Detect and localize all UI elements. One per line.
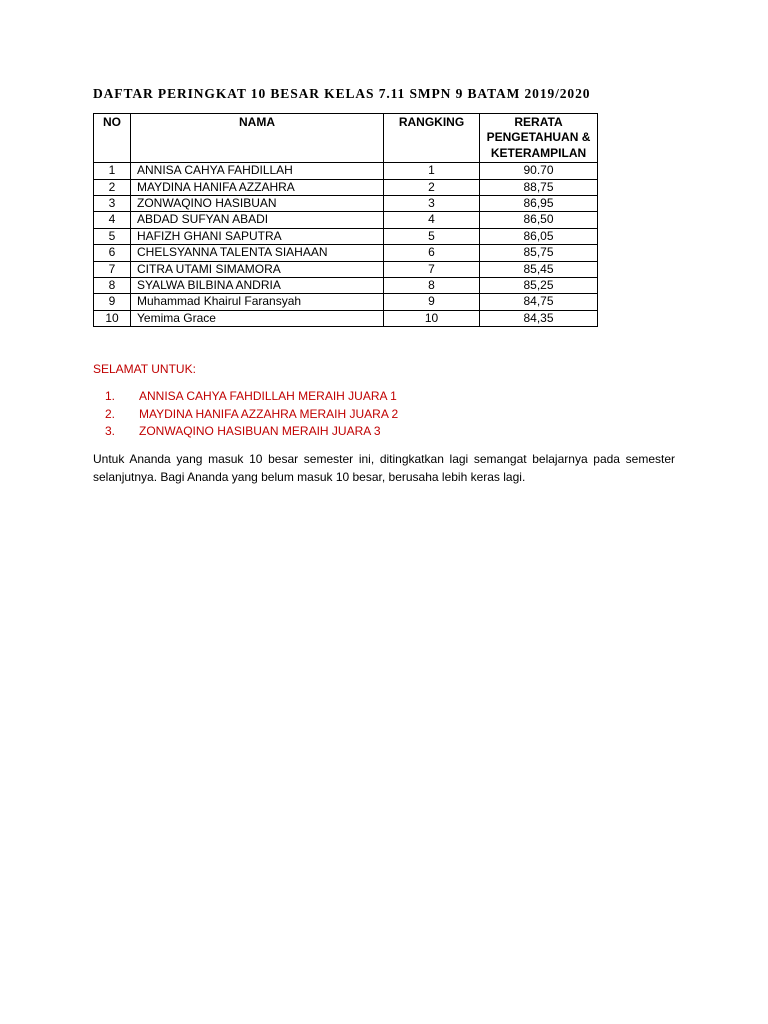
header-rerata-line3: KETERAMPILAN	[490, 145, 587, 160]
header-rerata-line1: RERATA	[514, 115, 563, 129]
ranking-table	[93, 113, 598, 327]
cell-rerata: 85,75	[480, 245, 598, 261]
table-row	[94, 196, 598, 212]
cell-rangking: 7	[384, 261, 480, 277]
table-row	[94, 179, 598, 195]
cell-rerata: 84,75	[480, 294, 598, 310]
cell-rerata: 85,45	[480, 261, 598, 277]
cell-no: 9	[94, 294, 131, 310]
cell-nama: ANNISA CAHYA FAHDILLAH	[131, 163, 384, 179]
cell-rerata: 84,35	[480, 310, 598, 326]
cell-rerata: 86,05	[480, 228, 598, 244]
cell-rerata: 86,95	[480, 196, 598, 212]
cell-no: 5	[94, 228, 131, 244]
cell-nama: CITRA UTAMI SIMAMORA	[131, 261, 384, 277]
cell-rangking: 6	[384, 245, 480, 261]
cell-nama: Yemima Grace	[131, 310, 384, 326]
winner-item-1	[93, 388, 398, 406]
table-row	[94, 212, 598, 228]
cell-nama: ABDAD SUFYAN ABADI	[131, 212, 384, 228]
winner-item-2	[93, 406, 398, 424]
cell-no: 6	[94, 245, 131, 261]
cell-rerata: 90.70	[480, 163, 598, 179]
cell-nama: MAYDINA HANIFA AZZAHRA	[131, 179, 384, 195]
cell-rangking: 5	[384, 228, 480, 244]
cell-nama: HAFIZH GHANI SAPUTRA	[131, 228, 384, 244]
cell-no: 8	[94, 278, 131, 294]
cell-rerata: 88,75	[480, 179, 598, 195]
cell-nama: ZONWAQINO HASIBUAN	[131, 196, 384, 212]
header-rerata-line2: PENGETAHUAN &	[486, 130, 591, 145]
table-row	[94, 261, 598, 277]
cell-rangking: 4	[384, 212, 480, 228]
cell-rangking: 9	[384, 294, 480, 310]
table-row	[94, 163, 598, 179]
winner-text: MAYDINA HANIFA AZZAHRA MERAIH JUARA 2	[139, 406, 399, 421]
table-header-row	[94, 114, 598, 163]
closing-paragraph: Untuk Ananda yang masuk 10 besar semester ini, ditingkatkan lagi semangat belajarnya pada semester selanjutnya. Bagi Ananda yang belum masuk 10 besar, berusaha lebih keras lagi.	[93, 452, 675, 484]
header-rangking: RANGKING	[384, 114, 480, 163]
winner-number: 1.	[104, 389, 115, 403]
cell-rangking: 3	[384, 196, 480, 212]
cell-nama: CHELSYANNA TALENTA SIAHAAN	[131, 245, 384, 261]
cell-rangking: 10	[384, 310, 480, 326]
winner-text: ZONWAQINO HASIBUAN MERAIH JUARA 3	[139, 424, 381, 438]
cell-no: 4	[94, 212, 131, 228]
cell-rerata: 85,25	[480, 278, 598, 294]
page-title: DAFTAR PERINGKAT 10 BESAR KELAS 7.11 SMPN 9 BATAM 2019/2020	[93, 86, 591, 101]
cell-rerata: 86,50	[480, 212, 598, 228]
cell-rangking: 2	[384, 179, 480, 195]
cell-no: 10	[94, 310, 131, 326]
cell-nama: Muhammad Khairul Faransyah	[131, 294, 384, 310]
cell-no: 7	[94, 261, 131, 277]
winner-number: 3.	[104, 424, 115, 438]
winner-text: ANNISA CAHYA FAHDILLAH MERAIH JUARA 1	[139, 389, 397, 403]
table-row	[94, 228, 598, 244]
header-no: NO	[94, 114, 131, 163]
table-row	[94, 245, 598, 261]
cell-nama: SYALWA BILBINA ANDRIA	[131, 278, 384, 294]
cell-no: 1	[94, 163, 131, 179]
table-row	[94, 278, 598, 294]
cell-rangking: 1	[384, 163, 480, 179]
table-row	[94, 294, 598, 310]
winners-list	[93, 388, 398, 441]
winner-number: 2.	[104, 406, 115, 421]
cell-no: 3	[94, 196, 131, 212]
cell-rangking: 8	[384, 278, 480, 294]
table-row	[94, 310, 598, 326]
winner-item-3	[93, 423, 398, 441]
header-nama: NAMA	[131, 114, 384, 163]
header-rerata	[480, 114, 598, 163]
cell-no: 2	[94, 179, 131, 195]
congrats-heading: SELAMAT UNTUK:	[93, 362, 196, 376]
